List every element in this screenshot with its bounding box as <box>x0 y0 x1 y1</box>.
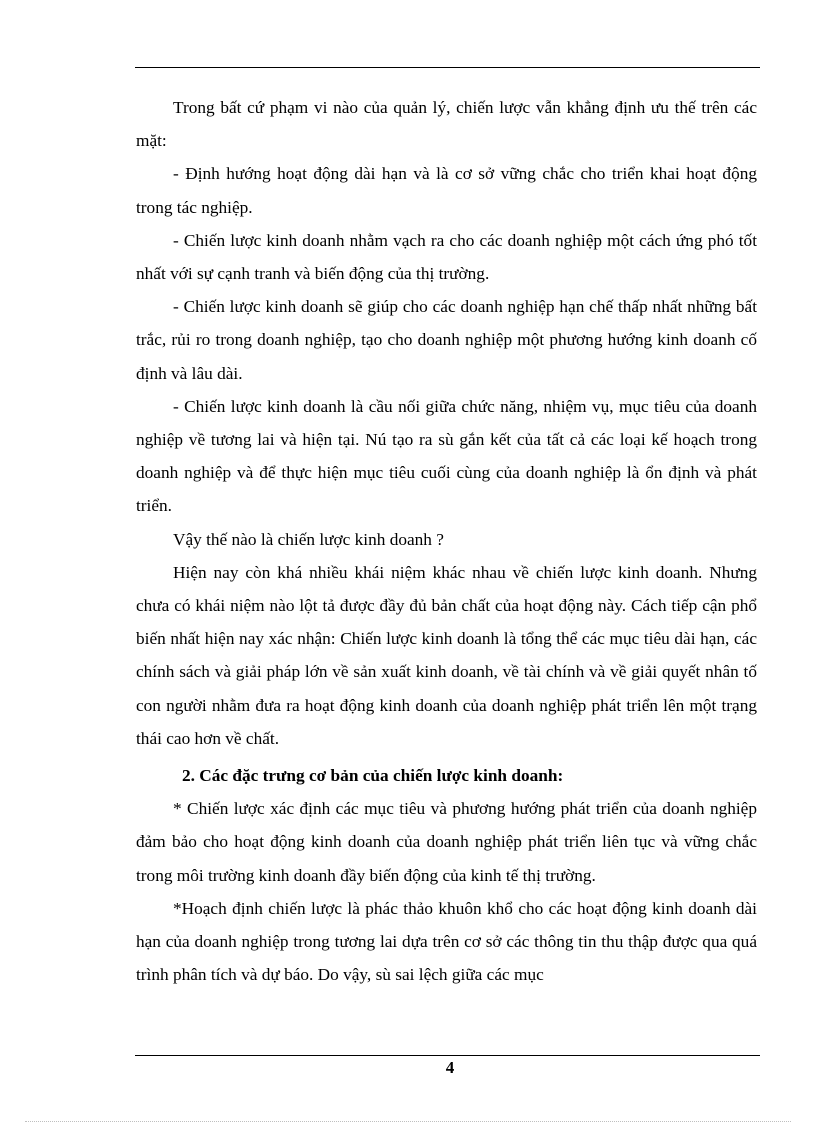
section-heading: 2. Các đặc trưng cơ bản của chiến lược kinh doanh: <box>182 766 564 786</box>
paragraph-definition: Hiện nay còn khá nhiều khái niệm khác nhau về chiến lược kinh doanh. Nhưng chưa có khái niệm nào lột tả được đầy đủ bản chất của hoạt động này. Cách tiếp cận phổ biến nhất hiện nay xác nhận: Chiến lược kinh doanh là tổng thể các mục tiêu dài hạn, các chính sách và giải pháp lớn về sản xuất kinh doanh, về tài chính và về giải quyết nhân tố con người nhằm đưa ra hoạt động kinh doanh của doanh nghiệp phát triển lên một trạng thái cao hơn về chất. <box>136 562 757 748</box>
page-body <box>136 91 757 991</box>
page-edge-line <box>25 1121 791 1122</box>
paragraph-characteristic-1: * Chiến lược xác định các mục tiêu và phương hướng phát triển của doanh nghiệp đảm bảo cho hoạt động kinh doanh của doanh nghiệp phát triển liên tục và vững chắc trong môi trường kinh doanh đầy biến động của kinh tế thị trường. <box>136 799 757 885</box>
bullet-risk-reduction: - Chiến lược kinh doanh sẽ giúp cho các doanh nghiệp hạn chế thấp nhất những bất trắc, rủi ro trong doanh nghiệp, tạo cho doanh nghiệp một phương hướng kinh doanh cố định và lâu dài. <box>136 297 757 383</box>
paragraph-question: Vậy thế nào là chiến lược kinh doanh ? <box>173 529 444 549</box>
paragraph-characteristic-2: *Hoạch định chiến lược là phác thảo khuôn khổ cho các hoạt động kinh doanh dài hạn của doanh nghiệp trong tương lai dựa trên cơ sở các thông tin thu thập được qua quá trình phân tích và dự báo. Do vậy, sù sai lệch giữa các mục <box>136 898 757 985</box>
bullet-market-response: - Chiến lược kinh doanh nhằm vạch ra cho các doanh nghiệp một cách ứng phó tốt nhất với sự cạnh tranh và biến động của thị trường. <box>136 230 757 284</box>
bullet-bridge-function: - Chiến lược kinh doanh là cầu nối giữa chức năng, nhiệm vụ, mục tiêu của doanh nghiệp về tương lai và hiện tại. Nú tạo ra sù gắn kết của tất cả các loại kế hoạch trong doanh nghiệp và để thực hiện mục tiêu cuối cùng của doanh nghiệp là ổn định và phát triển. <box>136 396 757 516</box>
header-rule <box>135 67 760 68</box>
bullet-long-term-orientation: - Định hướng hoạt động dài hạn và là cơ sở vững chắc cho triển khai hoạt động trong tác nghiệp. <box>136 164 757 217</box>
paragraph-intro: Trong bất cứ phạm vi nào của quản lý, chiến lược vẫn khẳng định ưu thế trên các mặt: <box>136 98 757 151</box>
page-number: 4 <box>445 1058 455 1077</box>
